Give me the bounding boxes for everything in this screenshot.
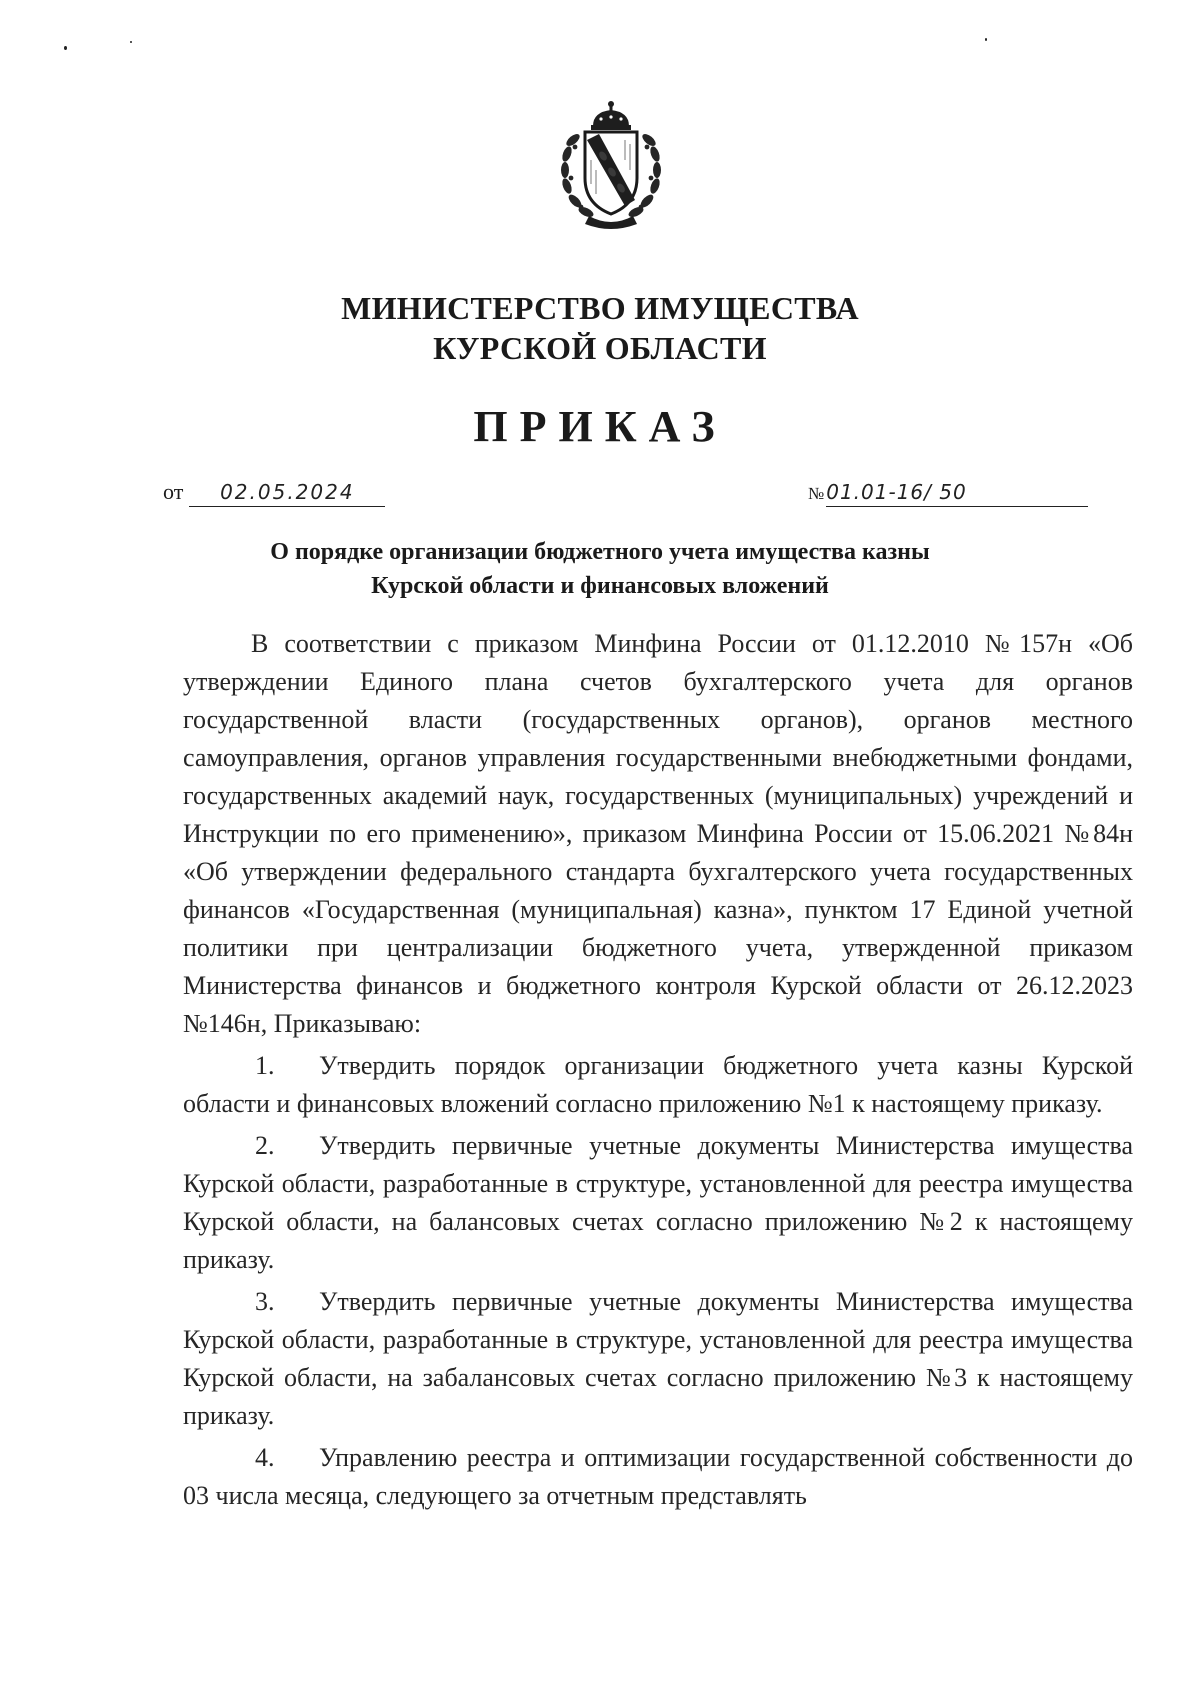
scan-speck (130, 41, 132, 43)
order-number (808, 478, 1088, 508)
date-value: 02.05.2024 (189, 478, 385, 507)
item-text: Управлению реестра и оптимизации государственной собственности до 03 числа месяца, следующего за отчетным представлять (183, 1443, 1133, 1510)
scan-speck (64, 46, 67, 50)
order-item (183, 1283, 1133, 1435)
item-text: Утвердить первичные учетные документы Министерства имущества Курской области, разработанные в структуре, установленной для реестра имущества Курской области, на забалансовых счетах согласно приложению №3 к настоящему приказу. (183, 1287, 1133, 1430)
date-label: от (163, 479, 184, 504)
number-value: 01.01-16/ 50 (826, 478, 1088, 507)
item-number: 1. (255, 1051, 275, 1080)
scan-speck (985, 38, 987, 41)
item-number: 4. (255, 1443, 275, 1472)
document-body (183, 625, 1133, 1515)
order-item (183, 1127, 1133, 1279)
item-number: 3. (255, 1287, 275, 1316)
order-title: ПРИКАЗ (473, 402, 727, 451)
order-date (163, 478, 385, 507)
number-label: № (808, 484, 825, 503)
subject-line2: Курской области и финансовых вложений (371, 573, 829, 599)
subject-line1: О порядке организации бюджетного учета имущества казны (270, 539, 930, 565)
ministry-title-line2: КУРСКОЙ ОБЛАСТИ (433, 330, 767, 366)
ministry-title-line1: МИНИСТЕРСТВО ИМУЩЕСТВА (341, 290, 859, 326)
preamble-paragraph: В соответствии с приказом Минфина России от 01.12.2010 №157н «Об утверждении Единого плана счетов бухгалтерского учета для органов государственной власти (государственных органов), органов местного самоуправления, органов управления государственными внебюджетными фондами, государственных академий наук, государственных (муниципальных) учреждений и Инструкции по его применению», приказом Минфина России от 15.06.2021 №84н «Об утверждении федерального стандарта бухгалтерского учета государственных финансов «Государственная (муниципальная) казна», пунктом 17 Единой учетной политики при централизации бюджетного учета, утвержденной приказом Министерства финансов и бюджетного контроля Курской области от 26.12.2023 №146н, Приказываю: (183, 629, 1133, 1038)
item-text: Утвердить порядок организации бюджетного учета казны Курской области и финансовых вложений согласно приложению №1 к настоящему приказу. (183, 1051, 1133, 1118)
order-item (183, 1047, 1133, 1123)
item-number: 2. (255, 1131, 275, 1160)
order-item (183, 1439, 1133, 1515)
coat-of-arms-emblem (555, 100, 667, 232)
item-text: Утвердить первичные учетные документы Министерства имущества Курской области, разработанные в структуре, установленной для реестра имущества Курской области, на балансовых счетах согласно приложению №2 к настоящему приказу. (183, 1131, 1133, 1274)
